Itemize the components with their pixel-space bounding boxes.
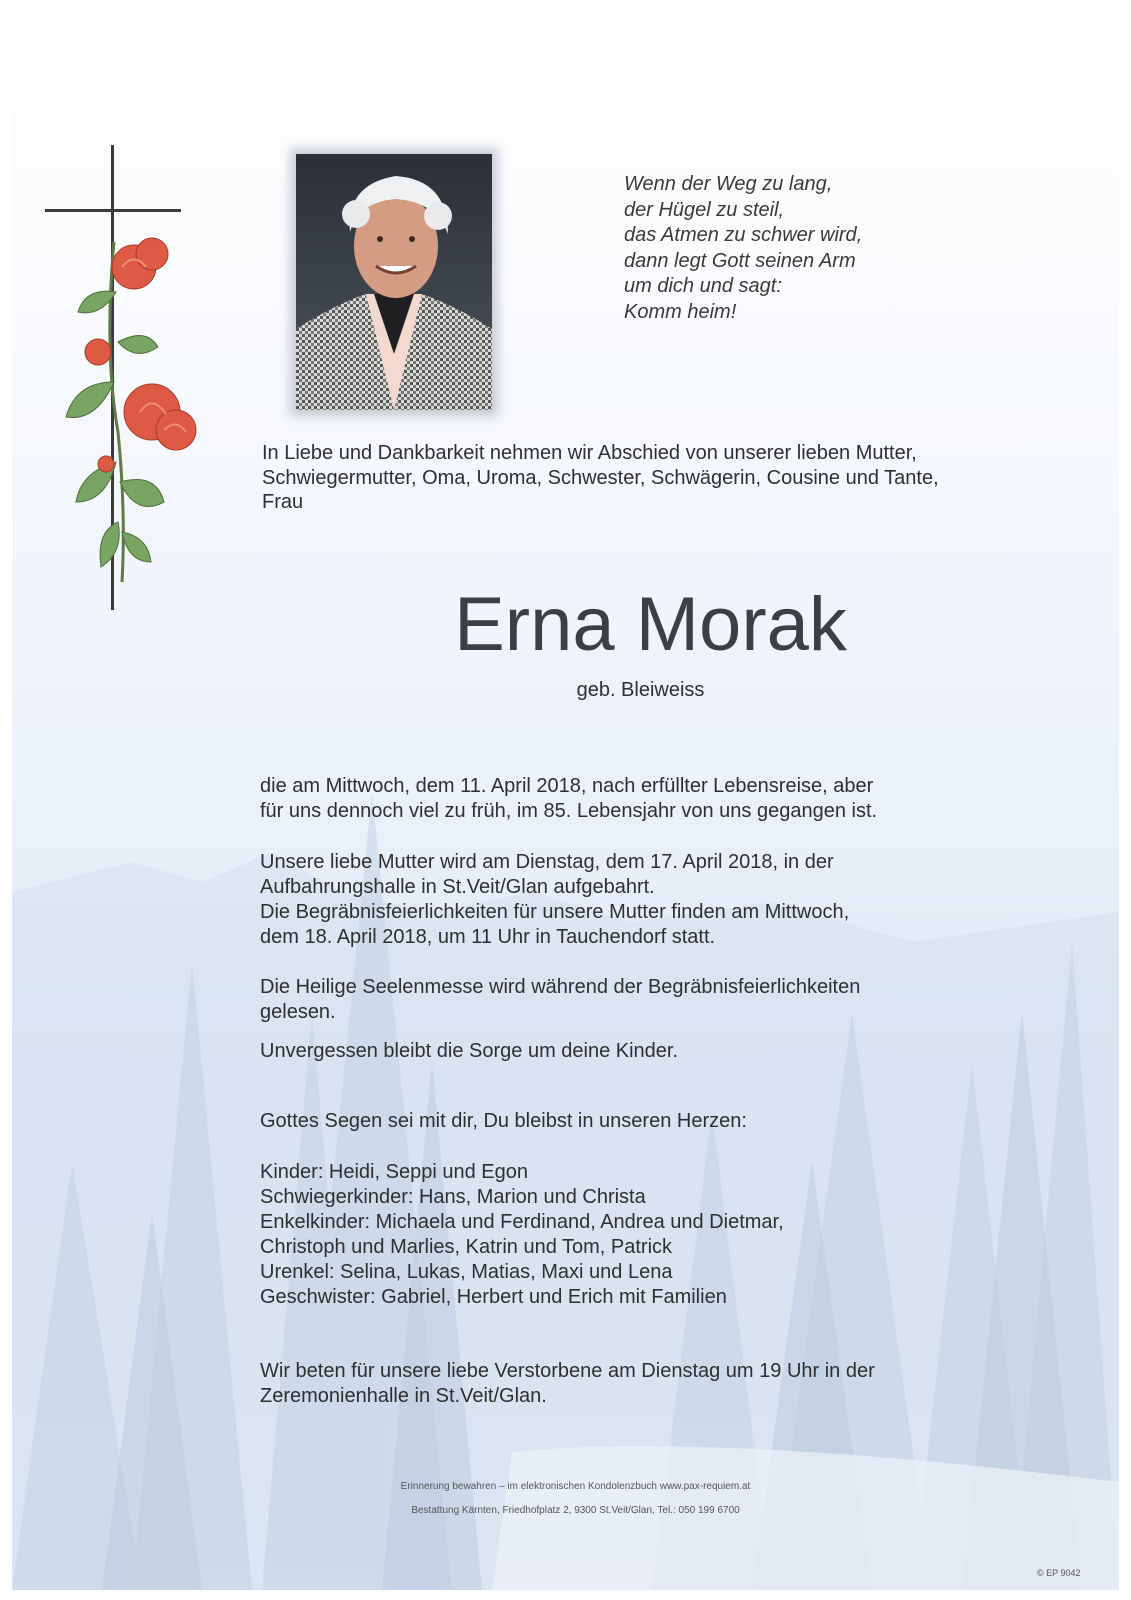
roses-icon bbox=[56, 232, 206, 592]
family-line: Enkelkinder: Michaela und Ferdinand, Andrea und Dietmar, bbox=[260, 1211, 784, 1233]
verse-line: Komm heim! bbox=[624, 300, 737, 323]
intro-line: Schwiegermutter, Oma, Uroma, Schwester, Schwägerin, Cousine und Tante, bbox=[262, 466, 939, 489]
cross-bar bbox=[45, 209, 181, 212]
paragraph-mass bbox=[260, 975, 860, 1025]
verse-line: das Atmen zu schwer wird, bbox=[624, 224, 863, 246]
maiden-name: geb. Bleiweiss bbox=[576, 679, 705, 701]
intro-text bbox=[262, 441, 939, 515]
intro-line: In Liebe und Dankbarkeit nehmen wir Abschied von unserer lieben Mutter, bbox=[262, 442, 917, 464]
paragraph-passing bbox=[260, 774, 877, 824]
paragraph-line: Unvergessen bleibt die Sorge um deine Kinder. bbox=[260, 1040, 679, 1062]
verse bbox=[624, 172, 862, 325]
paragraph-line: dem 18. April 2018, um 11 Uhr in Tauchendorf statt. bbox=[260, 926, 716, 948]
family-line: Geschwister: Gabriel, Herbert und Erich mit Familien bbox=[260, 1286, 727, 1308]
paragraph-line: Gottes Segen sei mit dir, Du bleibst in unseren Herzen: bbox=[260, 1110, 747, 1132]
verse-line: Wenn der Weg zu lang, bbox=[624, 173, 833, 195]
deceased-name: Erna Morak bbox=[454, 582, 847, 667]
paragraph-prayer bbox=[260, 1359, 875, 1409]
footer-condolence: Erinnerung bewahren – im elektronischen Kondolenzbuch www.pax-requiem.at bbox=[400, 1481, 751, 1492]
paragraph-blessing bbox=[260, 1109, 747, 1134]
verse-line: dann legt Gott seinen Arm bbox=[624, 249, 856, 272]
family-line: Schwiegerkinder: Hans, Marion und Christa bbox=[260, 1186, 646, 1208]
intro-line: Frau bbox=[262, 491, 304, 513]
family-line: Urenkel: Selina, Lukas, Matias, Maxi und Lena bbox=[260, 1261, 673, 1283]
paragraph-line: Zeremonienhalle in St.Veit/Glan. bbox=[260, 1385, 547, 1407]
paragraph-line: Die Begräbnisfeierlichkeiten für unsere Mutter finden am Mittwoch, bbox=[260, 901, 850, 923]
paragraph-line: Die Heilige Seelenmesse wird während der Begräbnisfeierlichkeiten bbox=[260, 976, 861, 998]
verse-line: der Hügel zu steil, bbox=[624, 198, 785, 221]
paragraph-line: die am Mittwoch, dem 11. April 2018, nach erfüllter Lebensreise, aber bbox=[260, 775, 874, 797]
portrait-photo bbox=[296, 154, 492, 410]
family-line: Christoph und Marlies, Katrin und Tom, Patrick bbox=[260, 1236, 673, 1258]
paragraph-line: gelesen. bbox=[260, 1001, 336, 1023]
paragraph-line: Aufbahrungshalle in St.Veit/Glan aufgebahrt. bbox=[260, 876, 655, 898]
family-line: Kinder: Heidi, Seppi und Egon bbox=[260, 1161, 528, 1183]
paragraph-remembrance bbox=[260, 1039, 678, 1064]
document-code: © EP 9042 bbox=[1037, 1568, 1081, 1578]
paragraph-line: Wir beten für unsere liebe Verstorbene am Dienstag um 19 Uhr in der bbox=[260, 1360, 875, 1382]
obituary-sheet bbox=[12, 12, 1119, 1590]
verse-line: um dich und sagt: bbox=[624, 275, 782, 297]
family-list bbox=[260, 1160, 784, 1310]
footer-address: Bestattung Kärnten, Friedhofplatz 2, 9300 St.Veit/Glan, Tel.: 050 199 6700 bbox=[411, 1505, 740, 1516]
paragraph-line: für uns dennoch viel zu früh, im 85. Lebensjahr von uns gegangen ist. bbox=[260, 800, 878, 822]
paragraph-line: Unsere liebe Mutter wird am Dienstag, dem 17. April 2018, in der bbox=[260, 851, 834, 873]
paragraph-funeral bbox=[260, 850, 849, 950]
